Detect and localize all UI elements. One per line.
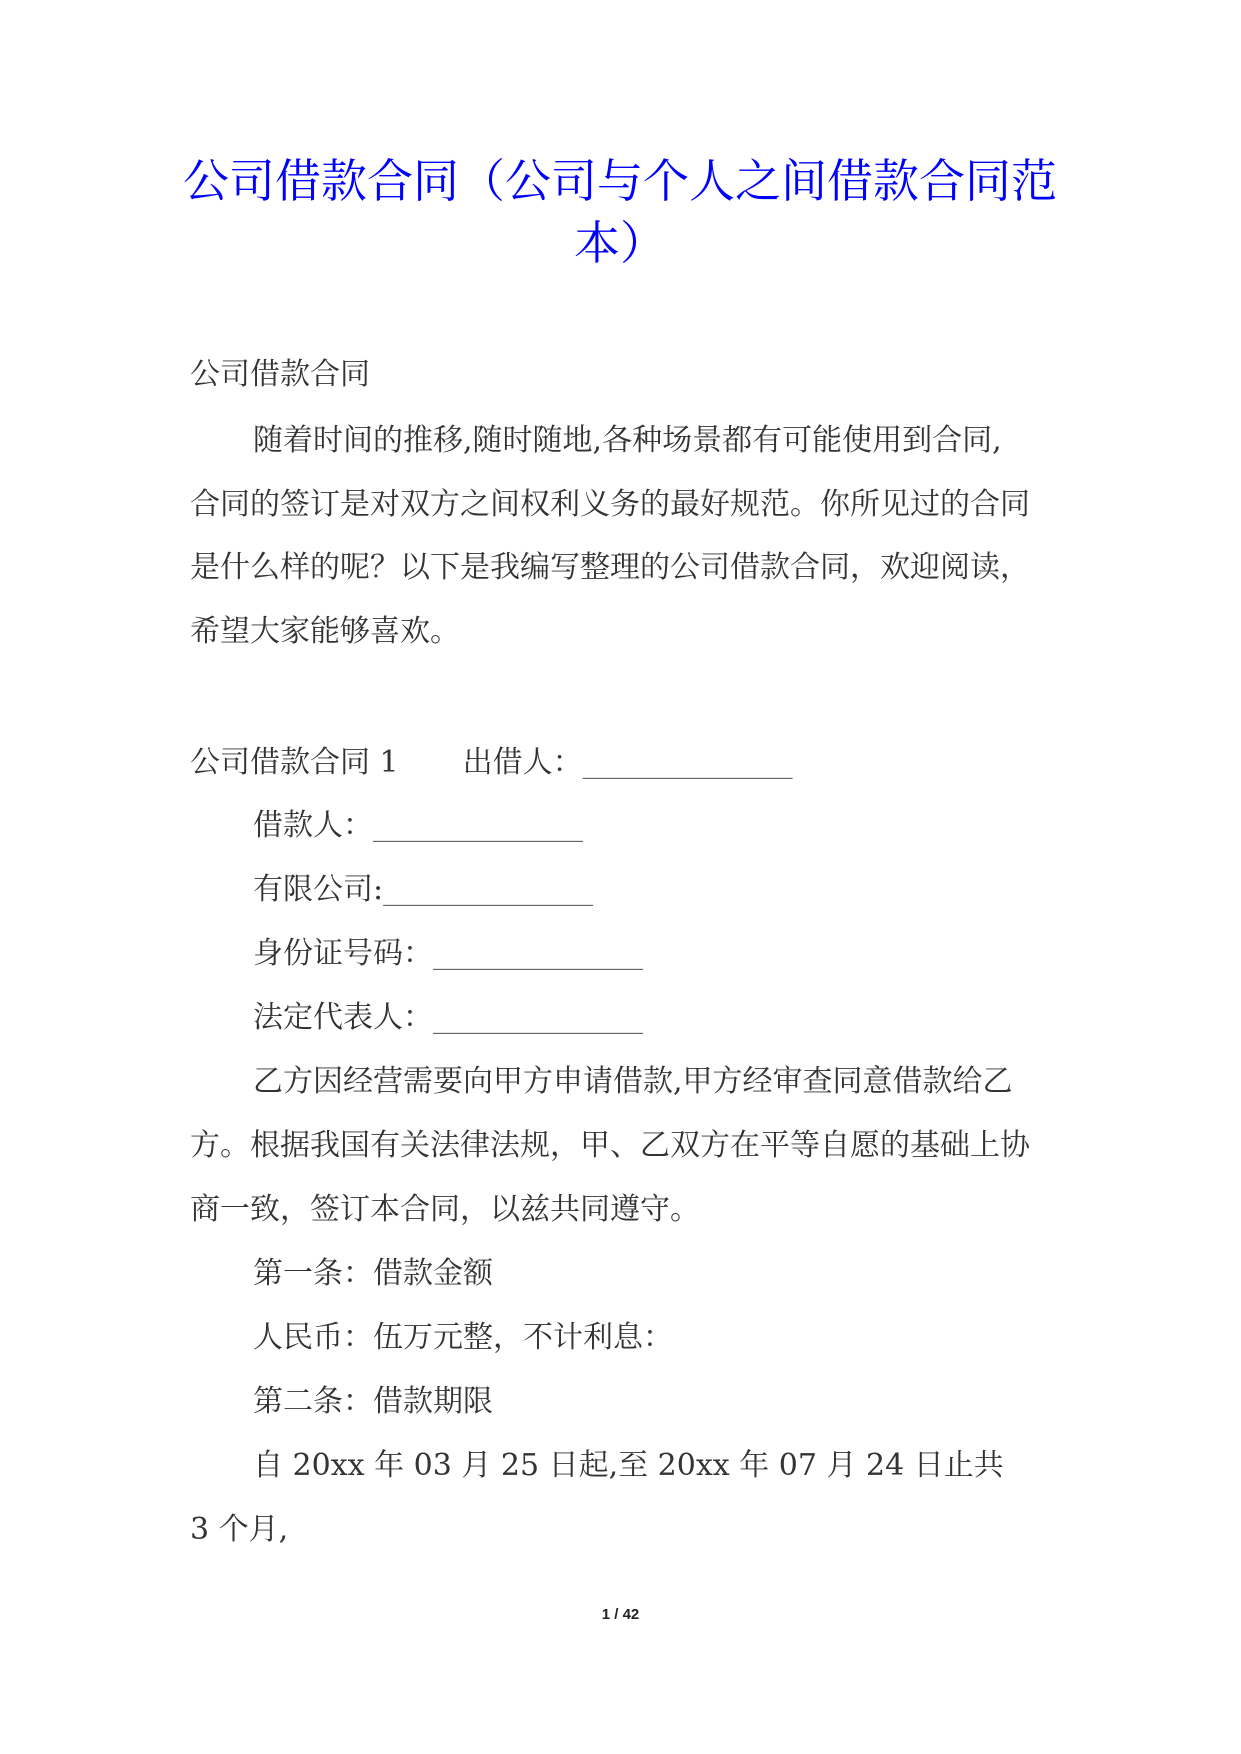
company-line (253, 870, 593, 910)
borrower-line (253, 806, 583, 846)
paragraph-line-3: 商一致，签订本合同，以兹共同遵守。 (190, 1192, 700, 1227)
title-line-1: 公司借款合同（公司与个人之间借款合同范 (183, 154, 1057, 208)
legal-rep-line (253, 998, 643, 1038)
id-number-blank: ______________ (433, 936, 643, 971)
lender-blank: ______________ (582, 745, 793, 780)
article1-body: 人民币：伍万元整，不计利息： (253, 1320, 673, 1355)
article2-title: 第二条：借款期限 (253, 1384, 493, 1419)
article1-title: 第一条：借款金额 (253, 1256, 493, 1291)
document-title (170, 150, 1070, 274)
section-heading: 公司借款合同 (190, 357, 370, 392)
contract-label: 公司借款合同 1 (190, 745, 399, 780)
article2-body-line-1: 自 20xx 年 03 月 25 日起,至 20xx 年 07 月 24 日止共 (253, 1448, 1004, 1483)
borrower-blank: ______________ (373, 808, 583, 843)
company-blank: ______________ (383, 872, 594, 907)
intro-line-4: 希望大家能够喜欢。 (190, 614, 460, 649)
id-number-line (253, 934, 643, 974)
page-number: 1 / 42 (601, 1606, 640, 1623)
intro-line-1: 随着时间的推移,随时随地,各种场景都有可能使用到合同, (253, 423, 1002, 458)
article2-body-line-2: 3 个月, (190, 1512, 289, 1547)
contract-header-line (190, 743, 793, 783)
paragraph-line-2: 方。根据我国有关法律法规，甲、乙双方在平等自愿的基础上协 (190, 1128, 1030, 1163)
intro-line-2: 合同的签订是对双方之间权利义务的最好规范。你所见过的合同 (190, 487, 1030, 522)
lender-label: 出借人： (462, 745, 583, 780)
title-line-2: 本） (574, 216, 666, 270)
id-number-label: 身份证号码： (253, 936, 433, 971)
borrower-label: 借款人： (253, 808, 373, 843)
intro-line-3: 是什么样的呢？以下是我编写整理的公司借款合同，欢迎阅读， (190, 550, 1030, 585)
legal-rep-label: 法定代表人： (253, 1000, 433, 1035)
legal-rep-blank: ______________ (433, 1000, 643, 1035)
paragraph-line-1: 乙方因经营需要向甲方申请借款,甲方经审查同意借款给乙 (253, 1064, 1013, 1099)
company-label: 有限公司: (253, 872, 384, 907)
